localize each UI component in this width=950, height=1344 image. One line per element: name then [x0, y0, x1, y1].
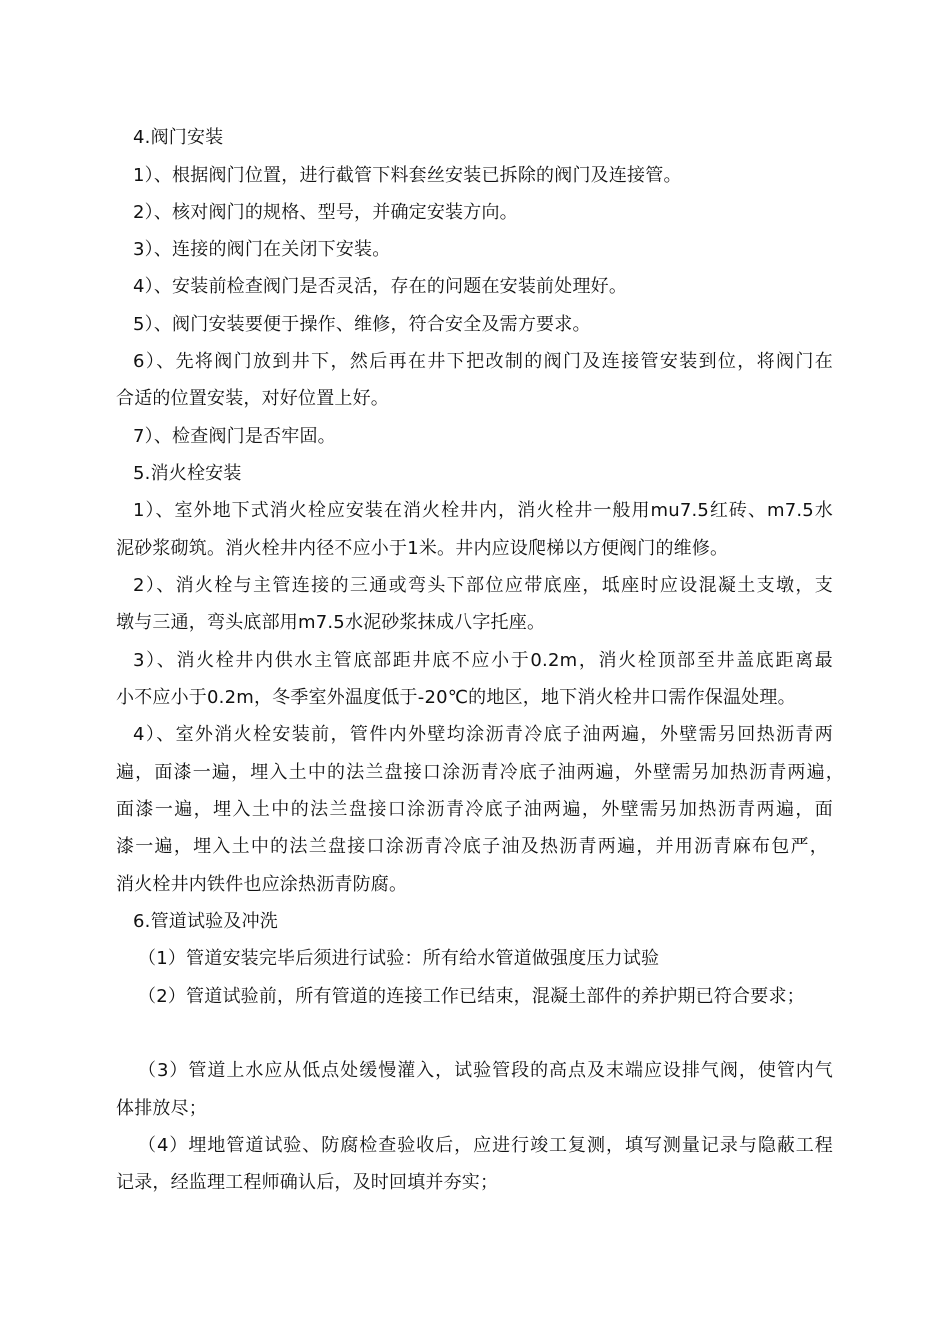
paragraph-line: 2）、消火栓与主管连接的三通或弯头下部位应带底座，坻座时应设混凝土支墩，支: [133, 575, 833, 596]
paragraph-line: 记录，经监理工程师确认后，及时回填并夯实；: [116, 1172, 499, 1193]
paragraph-line: 消火栓井内铁件也应涂热沥青防腐。: [116, 874, 408, 895]
paragraph-line: 4）、室外消火栓安装前，管件内外壁均涂沥青冷底子油两遍，外壁需另回热沥青两: [133, 724, 833, 745]
paragraph-line: 体排放尽；: [116, 1098, 207, 1119]
paragraph-line: 泥砂浆砌筑。消火栓井内径不应小于1米。井内应设爬梯以方便阀门的维修。: [116, 538, 729, 559]
paragraph-line: 4）、安装前检查阀门是否灵活，存在的问题在安装前处理好。: [133, 276, 628, 297]
paragraph-line: 1）、根据阀门位置，进行截管下料套丝安装已拆除的阀门及连接管。: [133, 165, 682, 186]
paragraph-line: 漆一遍，埋入土中的法兰盘接口涂沥青冷底子油及热沥青两遍，并用沥青麻布包严，: [116, 836, 828, 857]
paragraph-line: 5）、阀门安装要便于操作、维修，符合安全及需方要求。: [133, 314, 591, 335]
paragraph-line: 面漆一遍，埋入土中的法兰盘接口涂沥青冷底子油两遍，外壁需另加热沥青两遍，面: [116, 799, 833, 820]
section-heading-hydrant-installation: 5.消火栓安装: [133, 463, 242, 484]
paragraph-line: （4）埋地管道试验、防腐检查验收后，应进行竣工复测，填写测量记录与隐蔽工程: [138, 1135, 833, 1156]
paragraph-line: 遍，面漆一遍，埋入土中的法兰盘接口涂沥青冷底子油两遍，外壁需另加热沥青两遍，: [116, 762, 844, 783]
paragraph-line: 3）、消火栓井内供水主管底部距井底不应小于0.2m，消火栓顶部至井盖底距离最: [133, 650, 833, 671]
paragraph-line: 6）、先将阀门放到井下，然后再在井下把改制的阀门及连接管安装到位，将阀门在: [133, 351, 833, 372]
paragraph-line: 合适的位置安装，对好位置上好。: [116, 388, 389, 409]
paragraph-line: 3）、连接的阀门在关闭下安装。: [133, 239, 391, 260]
paragraph-line: 小不应小于0.2m，冬季室外温度低于-20℃的地区，地下消火栓井口需作保温处理。: [116, 687, 796, 708]
paragraph-line: （3）管道上水应从低点处缓慢灌入，试验管段的高点及末端应设排气阀，使管内气: [138, 1060, 833, 1081]
section-heading-pipe-testing: 6.管道试验及冲洗: [133, 911, 278, 932]
paragraph-line: 墩与三通，弯头底部用m7.5水泥砂浆抹成八字托座。: [116, 612, 546, 633]
paragraph-line: 2）、核对阀门的规格、型号，并确定安装方向。: [133, 202, 518, 223]
paragraph-line: 7）、检查阀门是否牢固。: [133, 426, 336, 447]
paragraph-line: （1）管道安装完毕后须进行试验：所有给水管道做强度压力试验: [138, 948, 660, 969]
paragraph-line: （2）管道试验前，所有管道的连接工作已结束，混凝土部件的养护期已符合要求；: [138, 986, 805, 1007]
section-heading-valve-installation: 4.阀门安装: [133, 127, 224, 148]
paragraph-line: 1）、室外地下式消火栓应安装在消火栓井内，消火栓井一般用mu7.5红砖、m7.5水: [133, 500, 833, 521]
